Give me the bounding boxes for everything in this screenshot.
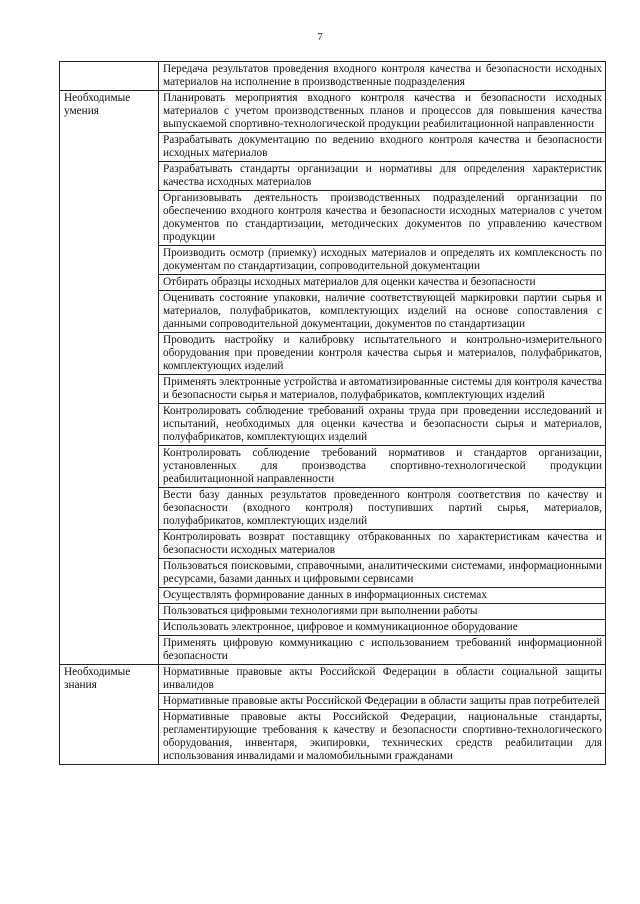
table-cell-item: Использовать электронное, цифровое и коммуникационное оборудование: [159, 620, 606, 636]
table-cell-item: Осуществлять формирование данных в информационных системах: [159, 588, 606, 604]
page-number: 7: [317, 31, 323, 43]
section-label: [60, 62, 159, 91]
table-cell-item: Пользоваться цифровыми технологиями при выполнении работы: [159, 604, 606, 620]
table-cell-item: Оценивать состояние упаковки, наличие соответствующей маркировки партии сырья и материалов, полуфабрикатов, комплектующих изделий на основе сопоставления с данными сопроводительной документации, документов по стандартизации: [159, 291, 606, 333]
table-cell-item: Передача результатов проведения входного контроля качества и безопасности исходных материалов на исполнение в производственные подразделения: [159, 62, 606, 91]
section-label: Необходимые знания: [60, 665, 159, 765]
table-row: [60, 62, 606, 91]
table-cell-item: Пользоваться поисковыми, справочными, аналитическими системами, информационными ресурсами, базами данных и цифровыми сервисами: [159, 559, 606, 588]
table-cell-item: Планировать мероприятия входного контроля качества и безопасности исходных материалов с учетом производственных планов и процессов для повышения качества выпускаемой спортивно-технологической продукции реабилитационной направленности: [159, 91, 606, 133]
table-cell-item: Применять цифровую коммуникацию с использованием требований информационной безопасности: [159, 636, 606, 665]
table-row: [60, 91, 606, 133]
table-cell-item: Проводить настройку и калибровку испытательного и контрольно-измерительного оборудования при проведении контроля качества сырья и материалов, полуфабрикатов, комплектующих изделий: [159, 333, 606, 375]
requirements-table: [59, 61, 606, 765]
table-cell-item: Применять электронные устройства и автоматизированные системы для контроля качества и безопасности сырья и материалов, полуфабрикатов, комплектующих изделий: [159, 375, 606, 404]
table-cell-item: Контролировать соблюдение требований нормативов и стандартов организации, установленных для производства спортивно-технологической продукции реабилитационной направленности: [159, 446, 606, 488]
table-cell-item: Нормативные правовые акты Российской Федерации в области защиты прав потребителей: [159, 694, 606, 710]
table-row: [60, 665, 606, 694]
table-cell-item: Производить осмотр (приемку) исходных материалов и определять их комплексность по документам по стандартизации, сопроводительной документации: [159, 246, 606, 275]
table-cell-item: Контролировать соблюдение требований охраны труда при проведении исследований и испытаний, необходимых для оценки качества и безопасности сырья и материалов, полуфабрикатов, комплектующих изделий: [159, 404, 606, 446]
section-label: Необходимые умения: [60, 91, 159, 665]
table-cell-item: Разрабатывать документацию по ведению входного контроля качества и безопасности исходных материалов: [159, 133, 606, 162]
table-cell-item: Нормативные правовые акты Российской Федерации в области социальной защиты инвалидов: [159, 665, 606, 694]
table-cell-item: Контролировать возврат поставщику отбракованных по характеристикам качества и безопасности исходных материалов: [159, 530, 606, 559]
table-cell-item: Вести базу данных результатов проведенного контроля соответствия по качеству и безопасности (входного контроля) поступивших партий сырья, материалов, полуфабрикатов, комплектующих изделий: [159, 488, 606, 530]
table-cell-item: Нормативные правовые акты Российской Федерации, национальные стандарты, регламентирующие требования к качеству и безопасности спортивно-технологического оборудования, инвентаря, экипировки, технических средств реабилитации для использования инвалидами и маломобильными гражданами: [159, 710, 606, 765]
table-cell-item: Отбирать образцы исходных материалов для оценки качества и безопасности: [159, 275, 606, 291]
table-cell-item: Организовывать деятельность производственных подразделений организации по обеспечению входного контроля качества и безопасности исходных материалов с учетом документов по стандартизации, методических документов по управлению качеством продукции: [159, 191, 606, 246]
table-cell-item: Разрабатывать стандарты организации и нормативы для определения характеристик качества исходных материалов: [159, 162, 606, 191]
